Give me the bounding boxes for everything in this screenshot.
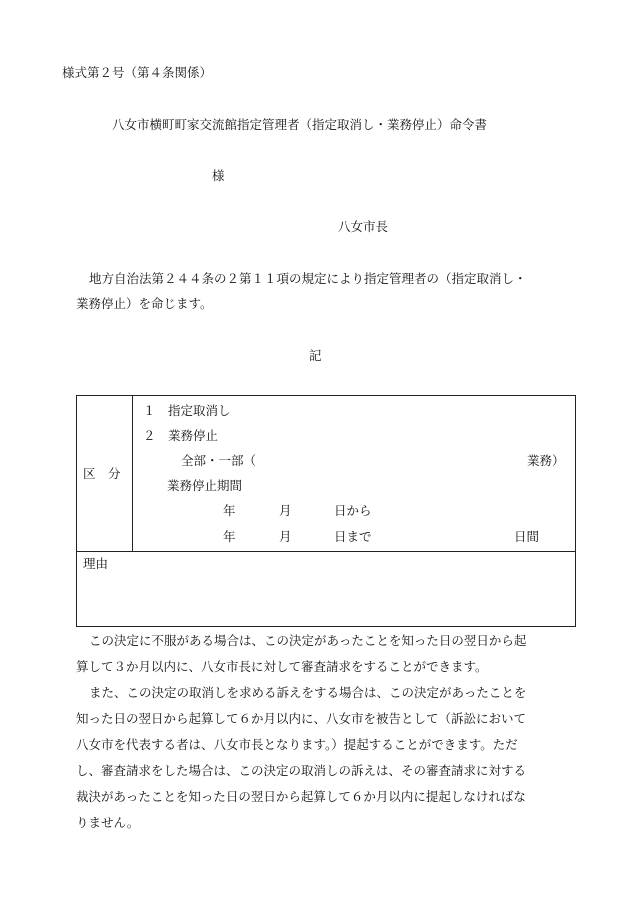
until-month-label: 月	[279, 529, 292, 544]
body-line: 地方自治法第２４４条の２第１１項の規定により指定管理者の（指定取消し・	[89, 271, 527, 286]
option-suspension: ２ 業務停止	[143, 428, 219, 443]
category-label: 区 分	[83, 466, 121, 481]
notice-line: 算して３か月以内に、八女市長に対して審査請求をすることができます。	[76, 659, 488, 674]
document-title: 八女市横町町家交流館指定管理者（指定取消し・業務停止）命令書	[112, 117, 488, 132]
option-revocation: １ 指定取消し	[143, 403, 231, 418]
from-day-label: 日から	[334, 503, 372, 518]
issuer: 八女市長	[338, 219, 389, 234]
order-table	[76, 395, 576, 627]
addressee-suffix: 様	[212, 168, 225, 183]
notice-line: 知った日の翌日から起算して６か月以内に、八女市を被告として（訴訟において	[76, 711, 527, 726]
until-day-label: 日まで	[334, 529, 372, 544]
body-line: 業務停止）を命じます。	[76, 296, 213, 311]
table-divider-vertical	[132, 396, 133, 551]
notice-line: 八女市を代表する者は、八女市長となります。）提起することができます。ただ	[76, 737, 518, 752]
scope-field-end: 業務）	[527, 453, 565, 468]
notice-line: 裁決があったことを知った日の翌日から起算して６か月以内に提起しなければな	[76, 789, 526, 804]
reason-label: 理由	[83, 556, 109, 571]
days-label: 日間	[514, 529, 540, 544]
form-number: 様式第２号（第４条関係）	[62, 65, 213, 80]
notice-line: この決定に不服がある場合は、この決定があったことを知った日の翌日から起	[89, 633, 527, 648]
table-divider-horizontal	[77, 551, 575, 552]
from-year-label: 年	[223, 503, 236, 518]
notice-line: し、審査請求をした場合は、この決定の取消しの訴えは、その審査請求に対する	[76, 763, 527, 778]
notice-line: りません。	[76, 815, 140, 830]
until-year-label: 年	[223, 529, 236, 544]
ki-heading: 記	[309, 348, 322, 363]
suspension-period-label: 業務停止期間	[167, 478, 243, 493]
scope-field: 全部・一部（	[181, 453, 257, 468]
from-month-label: 月	[279, 503, 292, 518]
notice-line: また、この決定の取消しを求める訴えをする場合は、この決定があったことを	[89, 685, 527, 700]
